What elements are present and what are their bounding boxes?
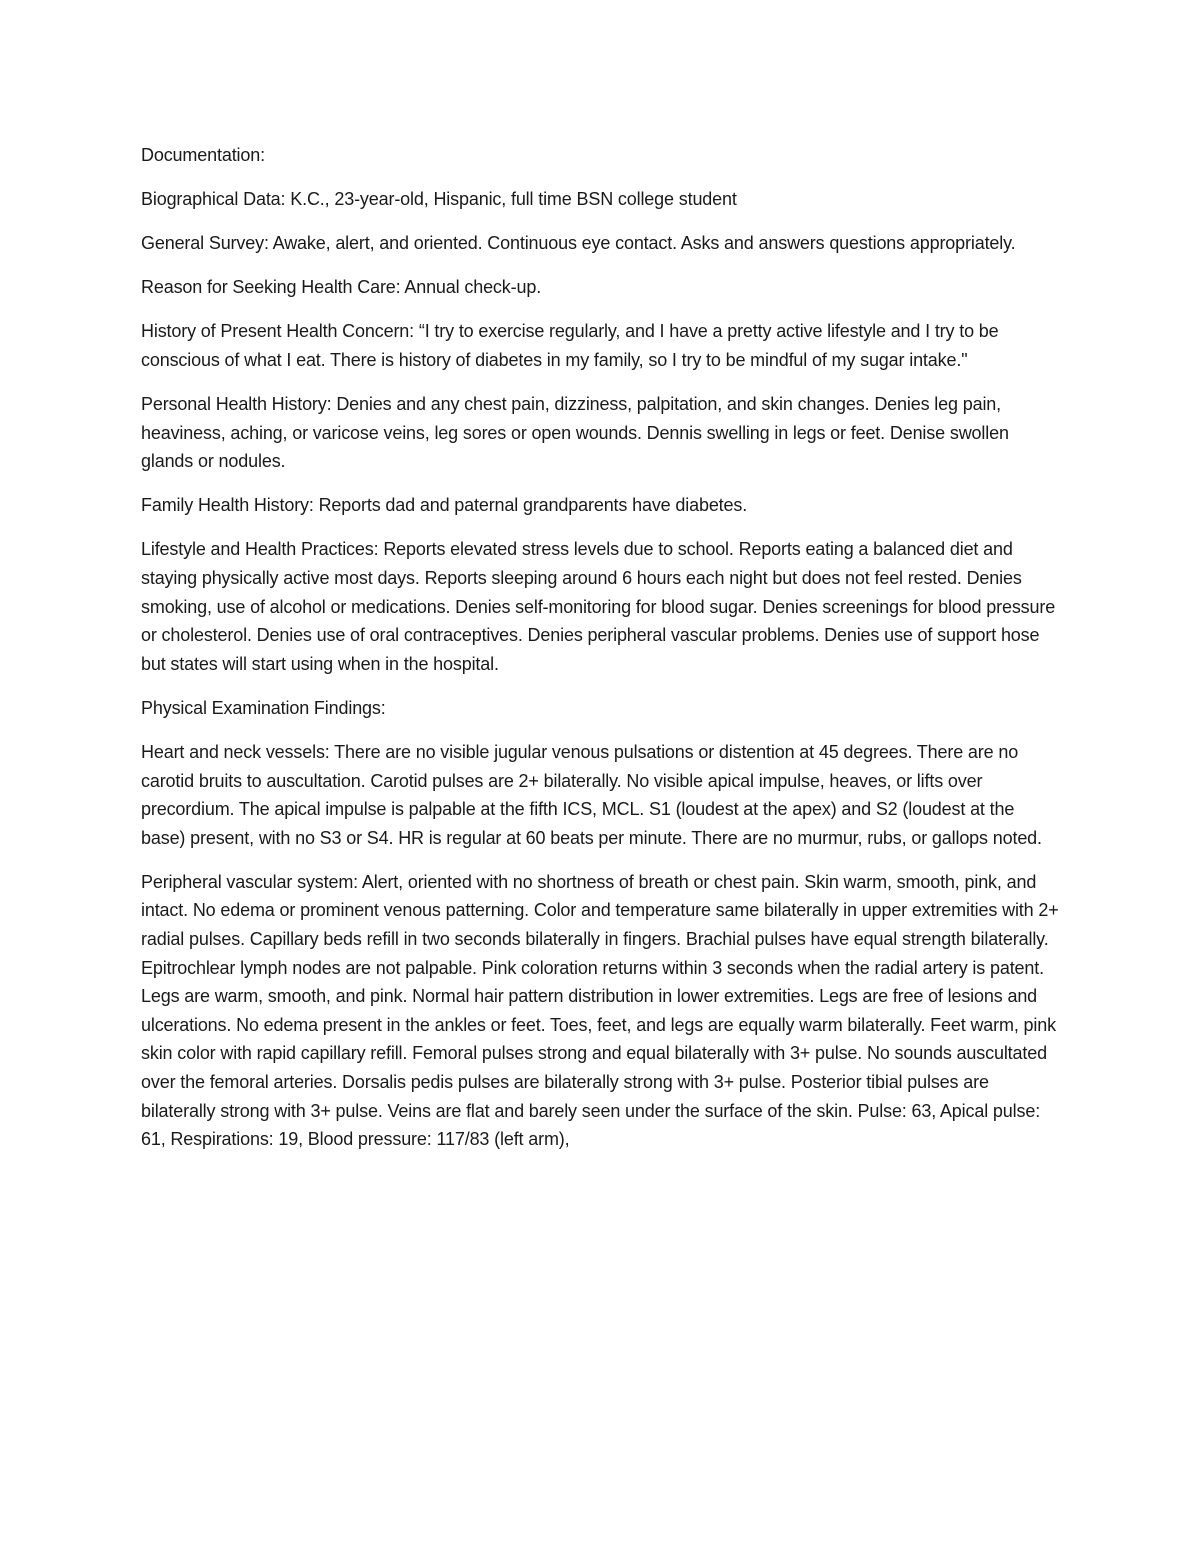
- history-present-concern: History of Present Health Concern: “I try to exercise regularly, and I have a pretty active lifestyle and I try to be conscious of what I eat. There is history of diabetes in my family, so I try to be mindful of my sugar intake.": [141, 321, 999, 370]
- reason-for-care: Reason for Seeking Health Care: Annual check-up.: [141, 277, 542, 298]
- personal-health-history: Personal Health History: Denies and any chest pain, dizziness, palpitation, and skin changes. Denies leg pain, heaviness, aching, or varicose veins, leg sores or open wounds. Dennis swelling in legs or feet. Denise swollen glands or nodules.: [141, 394, 1009, 472]
- document-heading: Documentation:: [141, 145, 265, 165]
- document-body: [141, 141, 1061, 1169]
- family-health-history: Family Health History: Reports dad and paternal grandparents have diabetes.: [141, 495, 748, 516]
- physical-exam-heading: Physical Examination Findings:: [141, 697, 386, 718]
- general-survey: General Survey: Awake, alert, and oriented. Continuous eye contact. Asks and answers questions appropriately.: [141, 233, 1016, 254]
- biographical-data: Biographical Data: K.C., 23-year-old, Hispanic, full time BSN college student: [141, 189, 737, 210]
- heart-neck-vessels: Heart and neck vessels: There are no visible jugular venous pulsations or distention at 45 degrees. There are no carotid bruits to auscultation. Carotid pulses are 2+ bilaterally. No visible apical impulse, heaves, or lifts over precordium. The apical impulse is palpable at the fifth ICS, MCL. S1 (loudest at the apex) and S2 (loudest at the base) present, with no S3 or S4. HR is regular at 60 beats per minute. There are no murmur, rubs, or gallops noted.: [141, 742, 1042, 848]
- peripheral-vascular: Peripheral vascular system: Alert, oriented with no shortness of breath or chest pain. Skin warm, smooth, pink, and intact. No edema or prominent venous patterning. Color and temperature same bilaterally in upper extremities with 2+ radial pulses. Capillary beds refill in two seconds bilaterally in fingers. Brachial pulses have equal strength bilaterally. Epitrochlear lymph nodes are not palpable. Pink coloration returns within 3 seconds when the radial artery is patent. Legs are warm, smooth, and pink. Normal hair pattern distribution in lower extremities. Legs are free of lesions and ulcerations. No edema present in the ankles or feet. Toes, feet, and legs are equally warm bilaterally. Feet warm, pink skin color with rapid capillary refill. Femoral pulses strong and equal bilaterally with 3+ pulse. No sounds auscultated over the femoral arteries. Dorsalis pedis pulses are bilaterally strong with 3+ pulse. Posterior tibial pulses are bilaterally strong with 3+ pulse. Veins are flat and barely seen under the surface of the skin. Pulse: 63, Apical pulse: 61, Respirations: 19, Blood pressure: 117/83 (left arm),: [141, 871, 1059, 1150]
- lifestyle-practices: Lifestyle and Health Practices: Reports elevated stress levels due to school. Reports eating a balanced diet and staying physically active most days. Reports sleeping around 6 hours each night but does not feel rested. Denies smoking, use of alcohol or medications. Denies self-monitoring for blood sugar. Denies screenings for blood pressure or cholesterol. Denies use of oral contraceptives. Denies peripheral vascular problems. Denies use of support hose but states will start using when in the hospital.: [141, 539, 1056, 674]
